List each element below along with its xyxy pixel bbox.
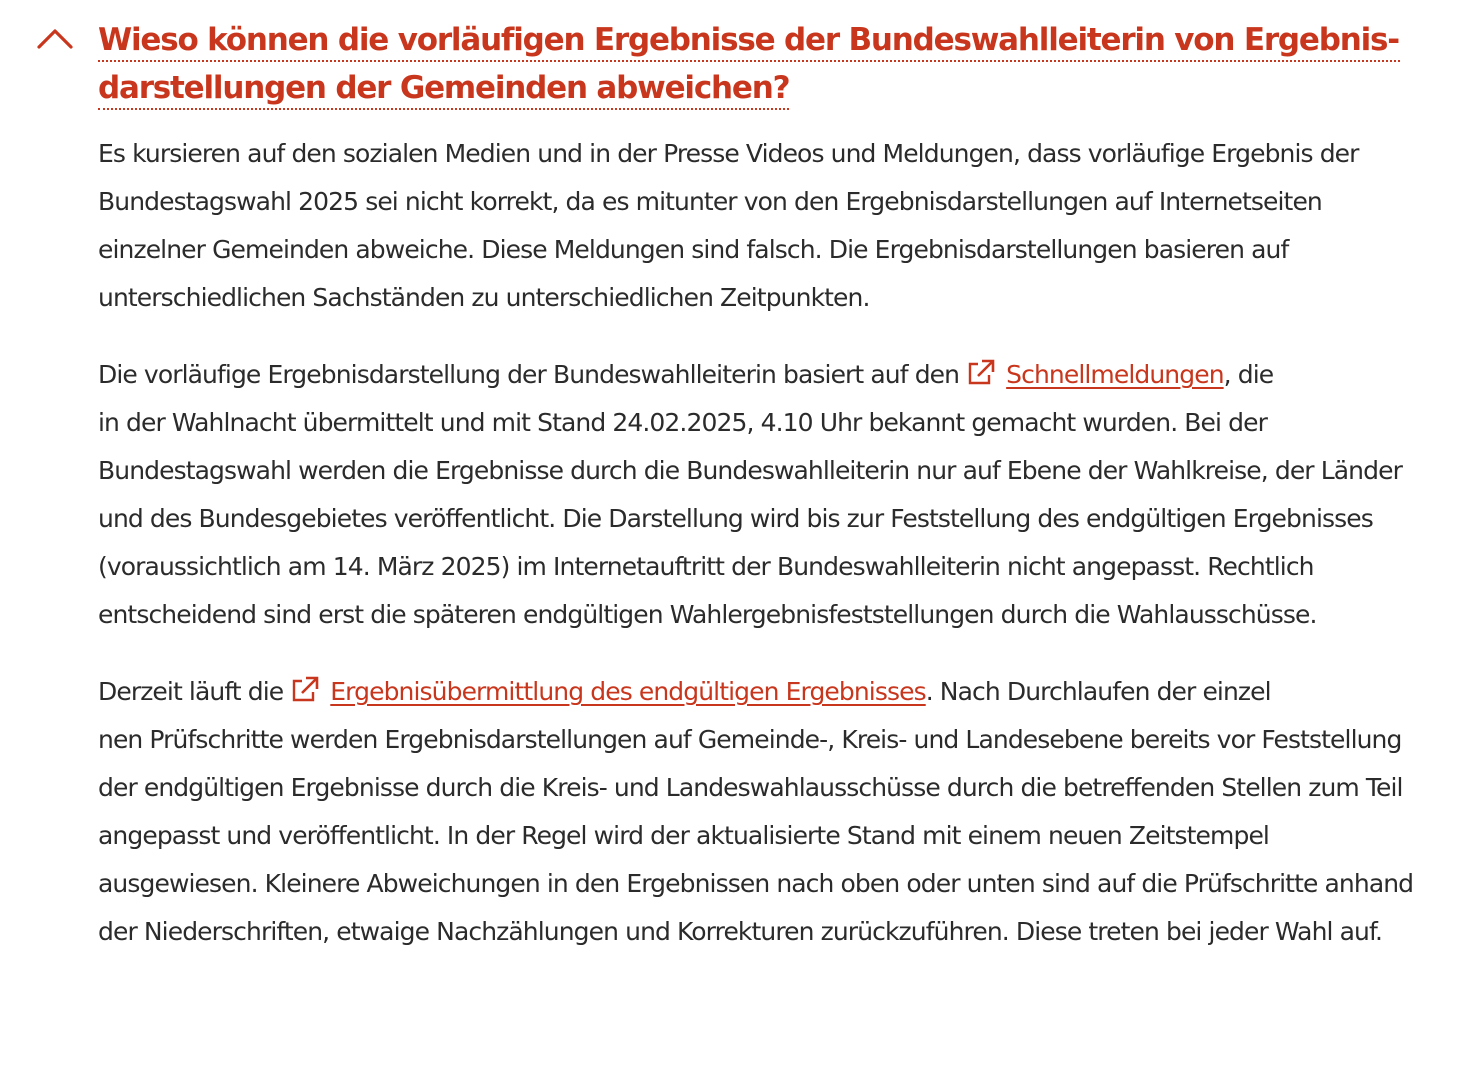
paragraph-3-intro: Derzeit läuft die bbox=[98, 677, 291, 706]
faq-answer bbox=[98, 130, 1424, 978]
ergebnisuebermittlung-link[interactable]: Ergebnisübermittlung des endgültigen Ergebnisses bbox=[330, 677, 926, 706]
chevron-up-icon[interactable] bbox=[36, 25, 74, 51]
external-link-icon bbox=[966, 347, 996, 375]
schnellmeldungen-link[interactable]: Schnellmeldungen bbox=[1006, 360, 1224, 389]
external-link-icon bbox=[290, 664, 320, 692]
answer-paragraph-1: Es kursieren auf den sozialen Medien und in der Presse Videos und Meldungen, dass vorläufige Ergebnis der Bundestagswahl 2025 sei nicht korrekt, da es mitunter von den Ergebnisdarstellungen auf Internetseiten einzelner Gemeinden abweiche. Diese Meldungen sind falsch. Die Ergebnisdarstellungen basieren auf unterschiedlichen Sachständen zu unterschiedlichen Zeitpunkten. bbox=[98, 139, 1359, 312]
paragraph-3-after-link: . Nach Durchlaufen der einzel bbox=[925, 677, 1271, 706]
paragraph-3-body: nen Prüfschritte werden Ergebnisdarstellungen auf Gemeinde-, Kreis- und Landesebene bereits vor Feststellung der endgültigen Ergebnisse durch die Kreis- und Landeswahlausschüsse durch die betreffenden Stellen zum Teil angepasst und veröffentlicht. In der Regel wird der aktualisierte Stand mit einem neuen Zeitstempel ausgewiesen. Kleinere Abweichungen in den Ergebnissen nach oben oder unten sind auf die Prüfschritte anhand der Niederschriften, etwaige Nachzählungen und Korrekturen zurückzuführen. Diese treten bei jeder Wahl auf. bbox=[98, 725, 1414, 946]
paragraph-2-body: in der Wahlnacht übermittelt und mit Stand 24.02.2025, 4.10 Uhr bekannt gemacht wurden. Bei der Bundestagswahl werden die Ergebnisse durch die Bundeswahlleiterin nur auf Ebene der Wahlkreise, der Länder und des Bundesgebietes veröffentlicht. Die Darstellung wird bis zur Feststellung des endgültigen Ergebnisses (voraussichtlich am 14. März 2025) im Internetauftritt der Bundeswahlleiterin nicht angepasst. Rechtlich entscheidend sind erst die späteren endgültigen Wahlergebnisfeststellungen durch die Wahlausschüsse. bbox=[98, 408, 1402, 629]
answer-paragraph-3 bbox=[98, 661, 1424, 956]
answer-paragraph-2 bbox=[98, 344, 1424, 639]
faq-question[interactable] bbox=[98, 16, 1416, 112]
paragraph-2-after-link: , die bbox=[1223, 360, 1274, 389]
faq-question-text[interactable]: Wieso können die vorläufigen Ergebnisse der Bundeswahlleiterin von Ergebnisdarstellungen der Gemeinden abweichen? bbox=[98, 22, 1400, 110]
paragraph-2-intro: Die vorläufige Ergebnisdarstellung der Bundeswahlleiterin basiert auf den bbox=[98, 360, 967, 389]
